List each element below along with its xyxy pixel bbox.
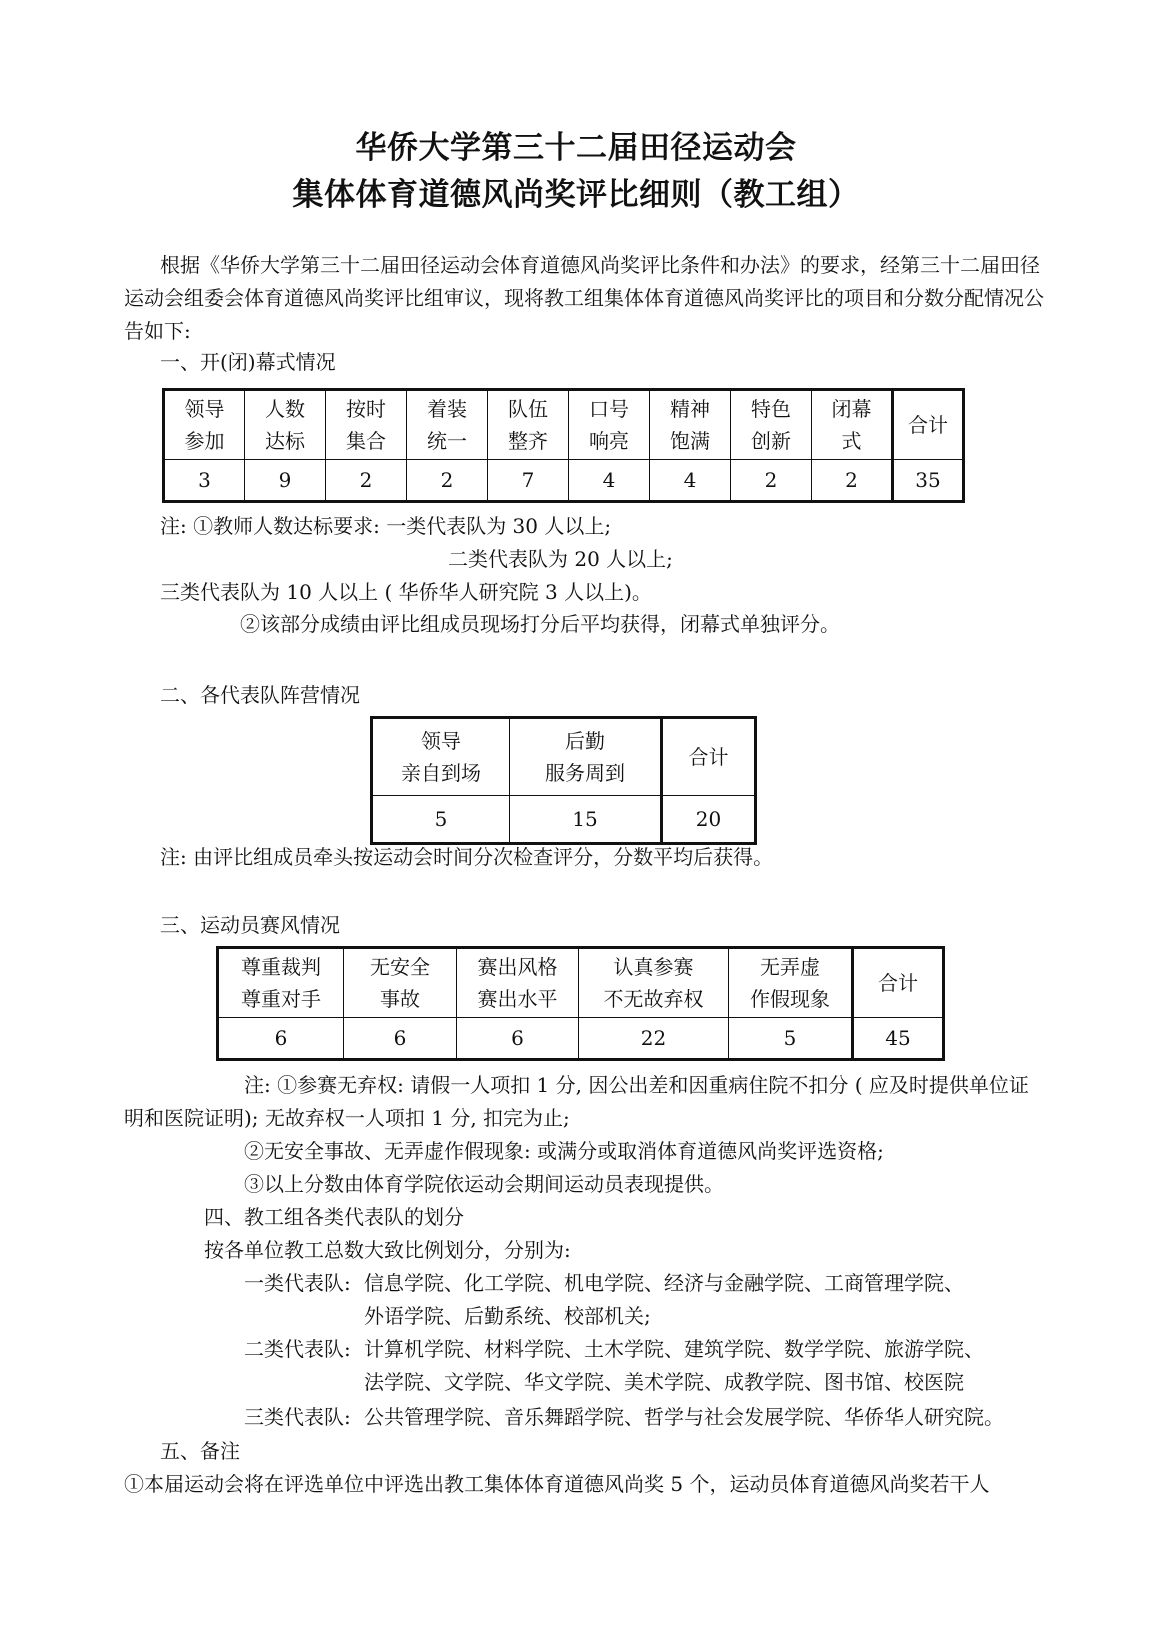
section4-intro: 按各单位教工总数大致比例划分，分别为: (204, 1238, 571, 1262)
value-cell-total: 20 (662, 796, 756, 844)
section2-note: 注: 由评比组成员牵头按运动会时间分次检查评分，分数平均后获得。 (160, 845, 774, 869)
section3-heading: 三、运动员赛风情况 (160, 913, 340, 937)
table-value-row (164, 460, 964, 502)
value-cell: 5 (729, 1018, 853, 1060)
value-cell: 6 (218, 1018, 344, 1060)
value-cell: 6 (344, 1018, 457, 1060)
class3-label: 三类代表队: (244, 1405, 351, 1429)
opening-ceremony-table (162, 388, 965, 503)
class2-line-2: 法学院、文学院、华文学院、美术学院、成教学院、图书馆、校医院 (364, 1370, 964, 1394)
intro-line-3: 告如下: (124, 319, 191, 343)
header-cell: 领导 亲自到场 (372, 718, 510, 796)
value-cell: 5 (372, 796, 510, 844)
header-cell-total: 合计 (662, 718, 756, 796)
header-cell: 按时 集合 (326, 390, 407, 460)
header-cell: 人数 达标 (245, 390, 326, 460)
class1-line-1: 信息学院、化工学院、机电学院、经济与金融学院、工商管理学院、 (364, 1271, 964, 1295)
table-header-row (218, 948, 944, 1018)
section1-note-3: 三类代表队为 10 人以上 ( 华侨华人研究院 3 人以上)。 (160, 580, 652, 604)
value-cell: 2 (731, 460, 812, 502)
value-cell: 3 (164, 460, 245, 502)
table-value-row (218, 1018, 944, 1060)
value-cell: 2 (326, 460, 407, 502)
section1-note-2: 二类代表队为 20 人以上; (448, 547, 673, 571)
value-cell: 4 (569, 460, 650, 502)
section1-note-1: 注: ①教师人数达标要求: 一类代表队为 30 人以上; (160, 514, 612, 538)
section3-note-1b: 明和医院证明); 无故弃权一人项扣 1 分, 扣完为止; (124, 1106, 570, 1130)
section2-heading: 二、各代表队阵营情况 (160, 683, 360, 707)
section4-heading: 四、教工组各类代表队的划分 (204, 1205, 464, 1229)
intro-line-2: 运动会组委会体育道德风尚奖评比组审议，现将教工组集体体育道德风尚奖评比的项目和分数分配情况公 (124, 286, 1044, 310)
header-cell: 认真参赛 不无故弃权 (579, 948, 729, 1018)
page-title-line2: 集体体育道德风尚奖评比细则（教工组） (292, 177, 860, 213)
class2-line-1: 计算机学院、材料学院、土木学院、建筑学院、数学学院、旅游学院、 (364, 1337, 984, 1361)
header-cell: 特色 创新 (731, 390, 812, 460)
value-cell: 6 (457, 1018, 579, 1060)
value-cell-total: 45 (853, 1018, 944, 1060)
class1-line-2: 外语学院、后勤系统、校部机关; (364, 1304, 651, 1328)
header-cell-total: 合计 (853, 948, 944, 1018)
header-cell: 尊重裁判 尊重对手 (218, 948, 344, 1018)
header-cell: 后勤 服务周到 (510, 718, 662, 796)
header-cell: 闭幕 式 (812, 390, 893, 460)
page-title-line1: 华侨大学第三十二届田径运动会 (355, 130, 797, 166)
value-cell-total: 35 (893, 460, 964, 502)
header-cell: 无安全 事故 (344, 948, 457, 1018)
value-cell: 22 (579, 1018, 729, 1060)
header-cell: 队伍 整齐 (488, 390, 569, 460)
header-cell: 精神 饱满 (650, 390, 731, 460)
section1-heading: 一、开(闭)幕式情况 (160, 350, 336, 374)
class3-line-1: 公共管理学院、音乐舞蹈学院、哲学与社会发展学院、华侨华人研究院。 (364, 1405, 1004, 1429)
athlete-conduct-table (216, 946, 945, 1061)
header-cell: 无弄虚 作假现象 (729, 948, 853, 1018)
section5-note-1: ①本届运动会将在评选单位中评选出教工集体体育道德风尚奖 5 个，运动员体育道德风尚奖若干人 (124, 1472, 990, 1496)
section5-heading: 五、备注 (160, 1439, 240, 1463)
section1-note-4: ②该部分成绩由评比组成员现场打分后平均获得，闭幕式单独评分。 (240, 612, 840, 636)
header-cell: 赛出风格 赛出水平 (457, 948, 579, 1018)
section3-note-3: ③以上分数由体育学院依运动会期间运动员表现提供。 (244, 1172, 724, 1196)
intro-line-1: 根据《华侨大学第三十二届田径运动会体育道德风尚奖评比条件和办法》的要求，经第三十二届田径 (160, 253, 1040, 277)
value-cell: 4 (650, 460, 731, 502)
team-camp-table (370, 716, 757, 845)
value-cell: 15 (510, 796, 662, 844)
header-cell: 口号 响亮 (569, 390, 650, 460)
section3-note-1: 注: ①参赛无弃权: 请假一人项扣 1 分, 因公出差和因重病住院不扣分 ( 应及时提供单位证 (244, 1073, 1029, 1097)
header-cell-total: 合计 (893, 390, 964, 460)
class2-label: 二类代表队: (244, 1337, 351, 1361)
table-value-row (372, 796, 756, 844)
header-cell: 着装 统一 (407, 390, 488, 460)
table-header-row (372, 718, 756, 796)
class1-label: 一类代表队: (244, 1271, 351, 1295)
value-cell: 2 (407, 460, 488, 502)
section3-note-2: ②无安全事故、无弄虚作假现象: 或满分或取消体育道德风尚奖评选资格; (244, 1139, 884, 1163)
value-cell: 2 (812, 460, 893, 502)
header-cell: 领导 参加 (164, 390, 245, 460)
table-header-row (164, 390, 964, 460)
value-cell: 7 (488, 460, 569, 502)
value-cell: 9 (245, 460, 326, 502)
